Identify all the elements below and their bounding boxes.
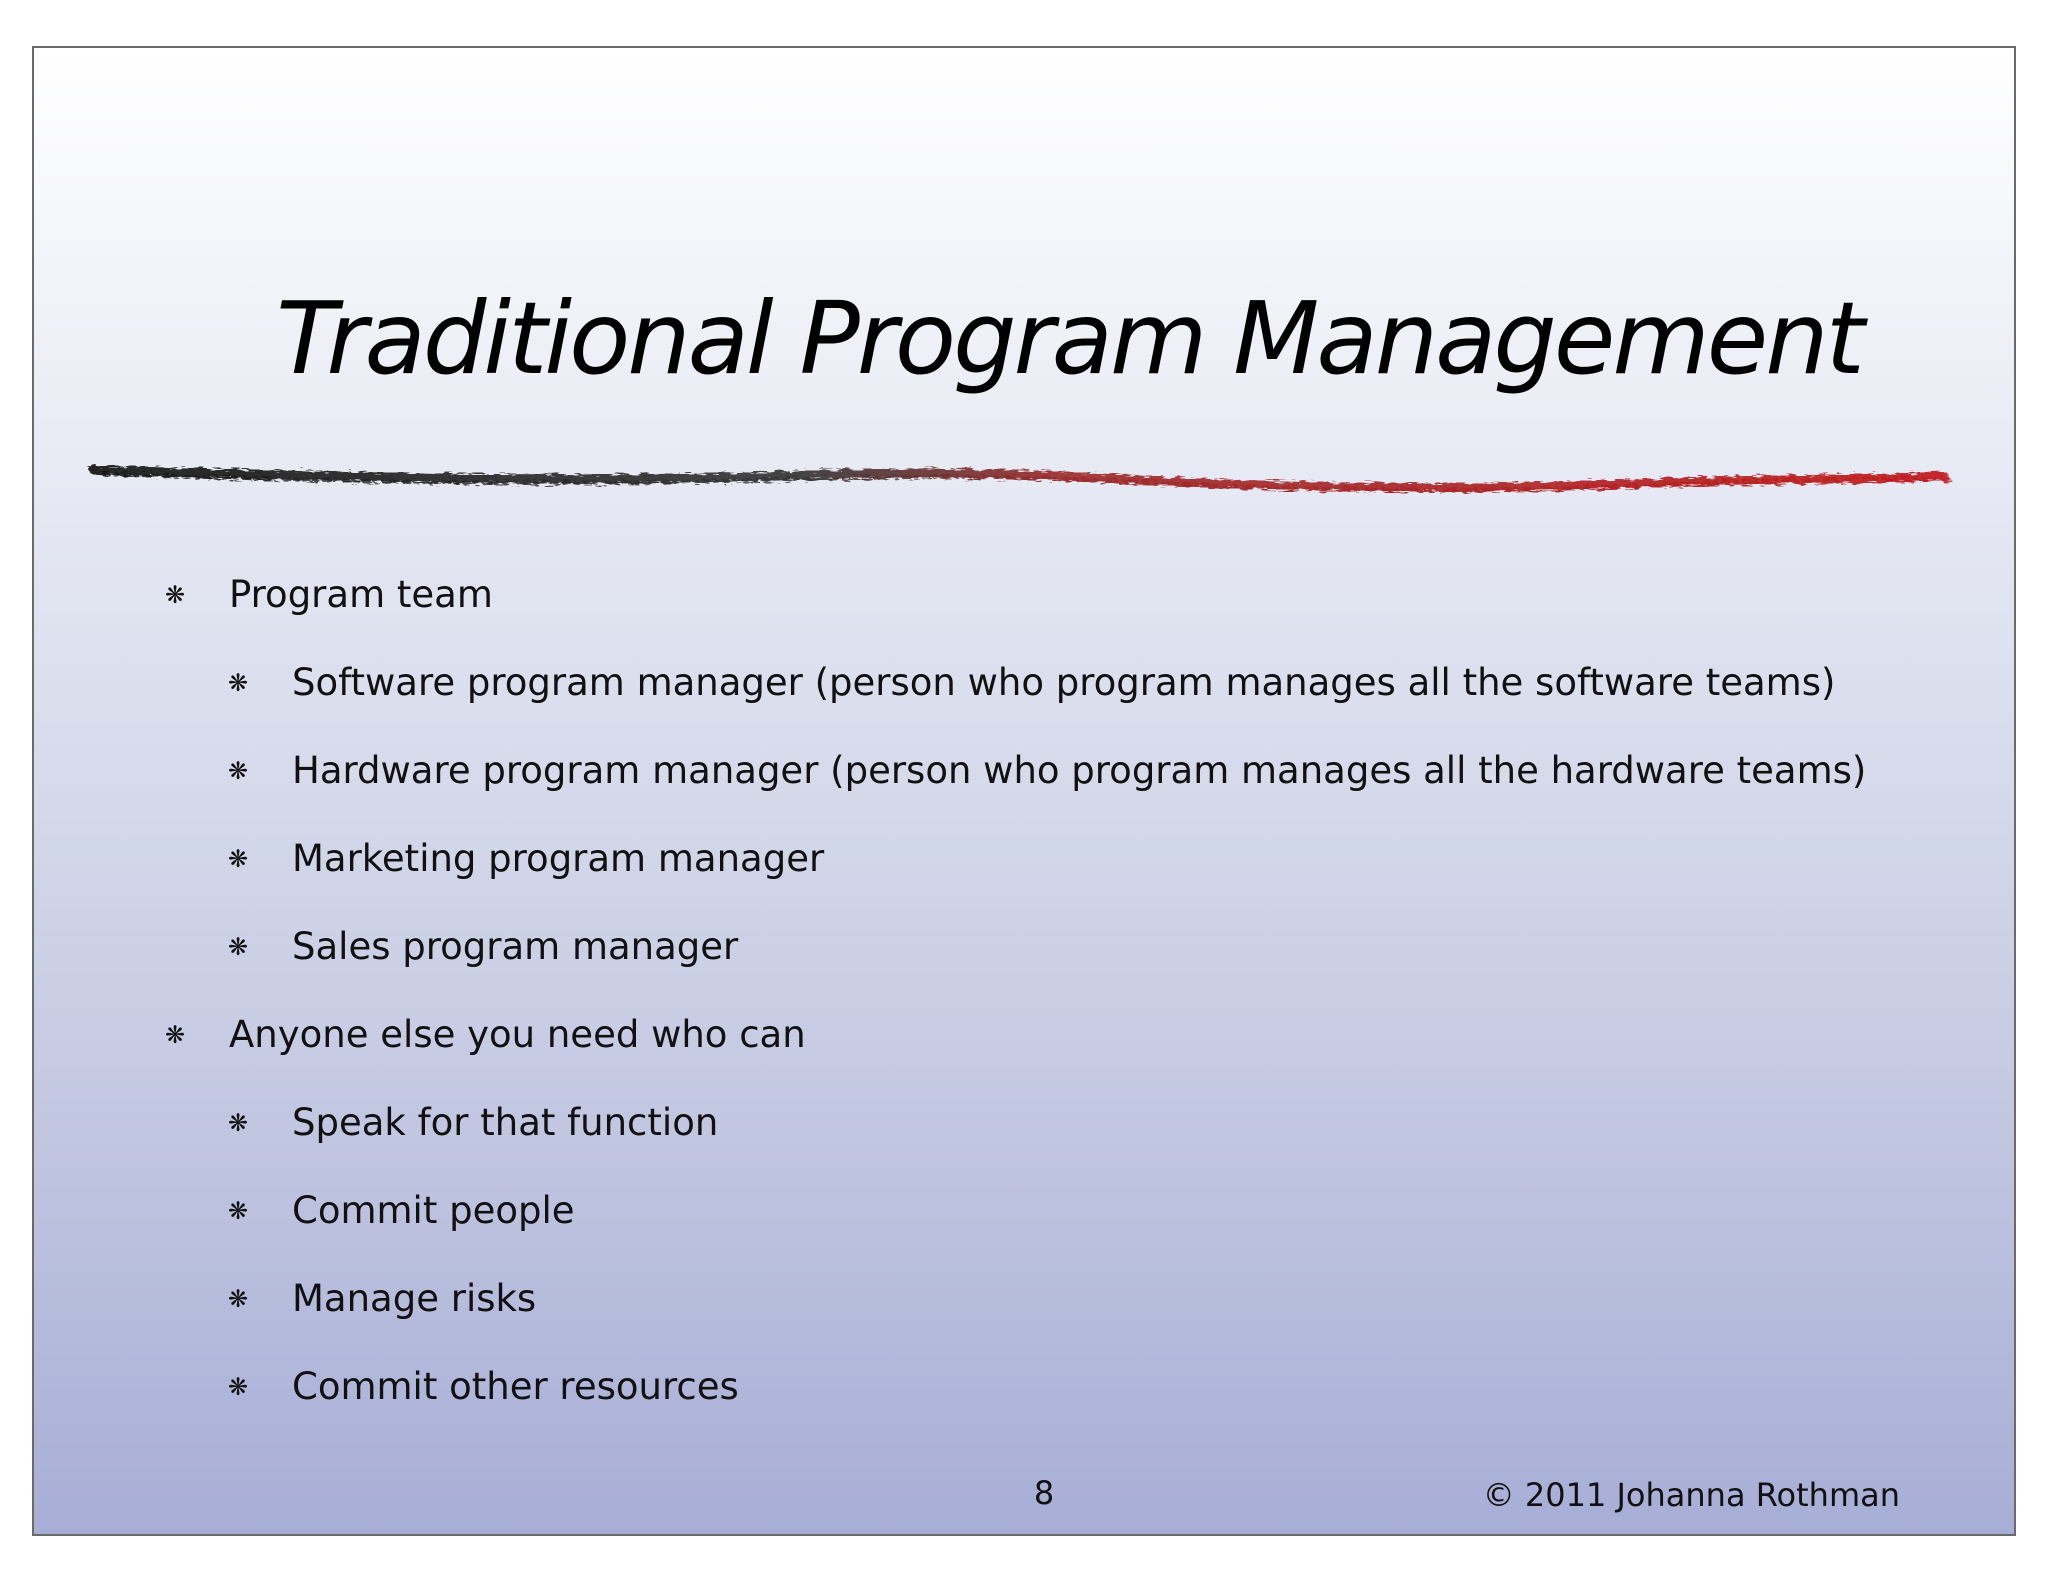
sub-bullet-item: [34, 1178, 2016, 1266]
bullet-star-icon: ❋: [228, 1109, 249, 1137]
bullet-star-icon: ❋: [165, 1021, 186, 1049]
bullet-item: [34, 562, 2016, 650]
sub-bullet-item: [34, 1266, 2016, 1354]
bullet-star-icon: ❋: [228, 757, 249, 785]
bullet-star-icon: ❋: [228, 669, 249, 697]
bullet-text: Hardware program manager (person who program manages all the hardware teams): [292, 749, 1867, 792]
bullet-star-icon: ❋: [228, 1197, 249, 1225]
sub-bullet-item: [34, 738, 2016, 826]
bullet-star-icon: ❋: [228, 845, 249, 873]
bullet-text: Speak for that function: [292, 1101, 719, 1144]
bullet-star-icon: ❋: [228, 1285, 249, 1313]
brush-stroke-divider: [74, 456, 1974, 516]
bullet-star-icon: ❋: [165, 581, 186, 609]
bullet-text: Commit people: [292, 1189, 575, 1232]
copyright-notice: © 2011 Johanna Rothman: [1482, 1476, 1900, 1514]
bullet-text: Commit other resources: [292, 1365, 739, 1408]
bullet-star-icon: ❋: [228, 1373, 249, 1401]
bullet-star-icon: ❋: [228, 933, 249, 961]
sub-bullet-item: [34, 650, 2016, 738]
sub-bullet-item: [34, 1090, 2016, 1178]
sub-bullet-item: [34, 1354, 2016, 1442]
bullet-item: [34, 1002, 2016, 1090]
sub-bullet-item: [34, 914, 2016, 1002]
sub-bullet-item: [34, 826, 2016, 914]
page-number: 8: [1033, 1474, 1055, 1512]
bullet-text: Marketing program manager: [292, 837, 825, 880]
bullet-text: Program team: [229, 573, 493, 616]
bullet-text: Anyone else you need who can: [229, 1013, 806, 1056]
slide: [32, 46, 2016, 1536]
bullet-text: Sales program manager: [292, 925, 739, 968]
bullet-list: [34, 562, 2016, 1442]
bullet-text: Software program manager (person who program manages all the software teams): [292, 661, 1836, 704]
bullet-text: Manage risks: [292, 1277, 537, 1320]
slide-title: Traditional Program Management: [276, 280, 1862, 397]
